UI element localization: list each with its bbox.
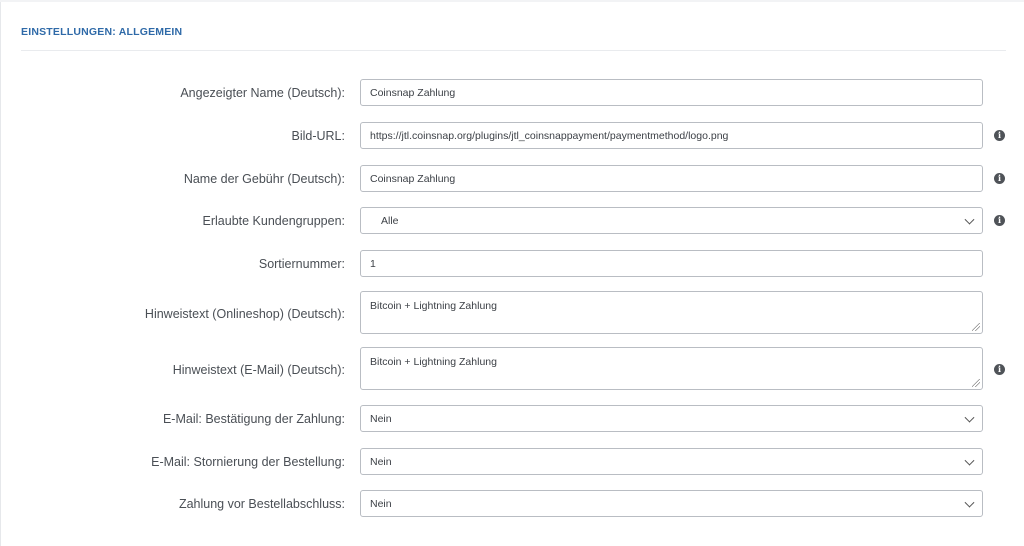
note-shop-textarea[interactable] <box>360 291 983 334</box>
customer-groups-value: Alle <box>381 214 399 227</box>
email-order-cancellation-select[interactable] <box>360 448 983 475</box>
chevron-down-icon <box>965 455 975 465</box>
note-shop-value: Bitcoin + Lightning Zahlung <box>370 300 497 312</box>
label-note-email: Hinweistext (E-Mail) (Deutsch): <box>172 363 345 377</box>
resize-grip-icon[interactable] <box>972 379 980 387</box>
label-note-shop: Hinweistext (Onlineshop) (Deutsch): <box>144 307 345 321</box>
payment-before-checkout-select[interactable] <box>360 490 983 517</box>
label-display-name: Angezeigter Name (Deutsch): <box>180 86 345 100</box>
chevron-down-icon <box>965 412 975 422</box>
resize-grip-icon[interactable] <box>972 323 980 331</box>
info-icon[interactable]: i <box>994 215 1005 226</box>
label-image-url: Bild-URL: <box>291 129 345 143</box>
note-email-value: Bitcoin + Lightning Zahlung <box>370 356 497 368</box>
section-divider <box>21 50 1006 51</box>
info-icon[interactable]: i <box>994 130 1005 141</box>
label-email-payment-confirmation: E-Mail: Bestätigung der Zahlung: <box>162 412 345 426</box>
section-title: EINSTELLUNGEN: ALLGEMEIN <box>21 26 183 38</box>
customer-groups-select[interactable] <box>360 207 983 234</box>
image-url-input[interactable]: https://jtl.coinsnap.org/plugins/jtl_coinsnappayment/paymentmethod/logo.png <box>360 122 983 149</box>
display-name-input[interactable]: Coinsnap Zahlung <box>360 79 983 106</box>
note-email-textarea[interactable] <box>360 347 983 390</box>
info-icon[interactable]: i <box>994 364 1005 375</box>
sort-number-input[interactable]: 1 <box>360 250 983 277</box>
email-payment-confirmation-select[interactable] <box>360 405 983 432</box>
label-payment-before-checkout: Zahlung vor Bestellabschluss: <box>178 497 345 511</box>
email-payment-confirmation-value: Nein <box>370 412 392 425</box>
chevron-down-icon <box>965 497 975 507</box>
payment-before-checkout-value: Nein <box>370 497 392 510</box>
label-customer-groups: Erlaubte Kundengruppen: <box>202 214 345 228</box>
label-email-order-cancellation: E-Mail: Stornierung der Bestellung: <box>151 455 345 469</box>
settings-card <box>0 2 1024 546</box>
fee-name-input[interactable]: Coinsnap Zahlung <box>360 165 983 192</box>
label-fee-name: Name der Gebühr (Deutsch): <box>183 172 345 186</box>
email-order-cancellation-value: Nein <box>370 455 392 468</box>
label-sort-number: Sortiernummer: <box>258 257 345 271</box>
chevron-down-icon <box>965 214 975 224</box>
info-icon[interactable]: i <box>994 173 1005 184</box>
